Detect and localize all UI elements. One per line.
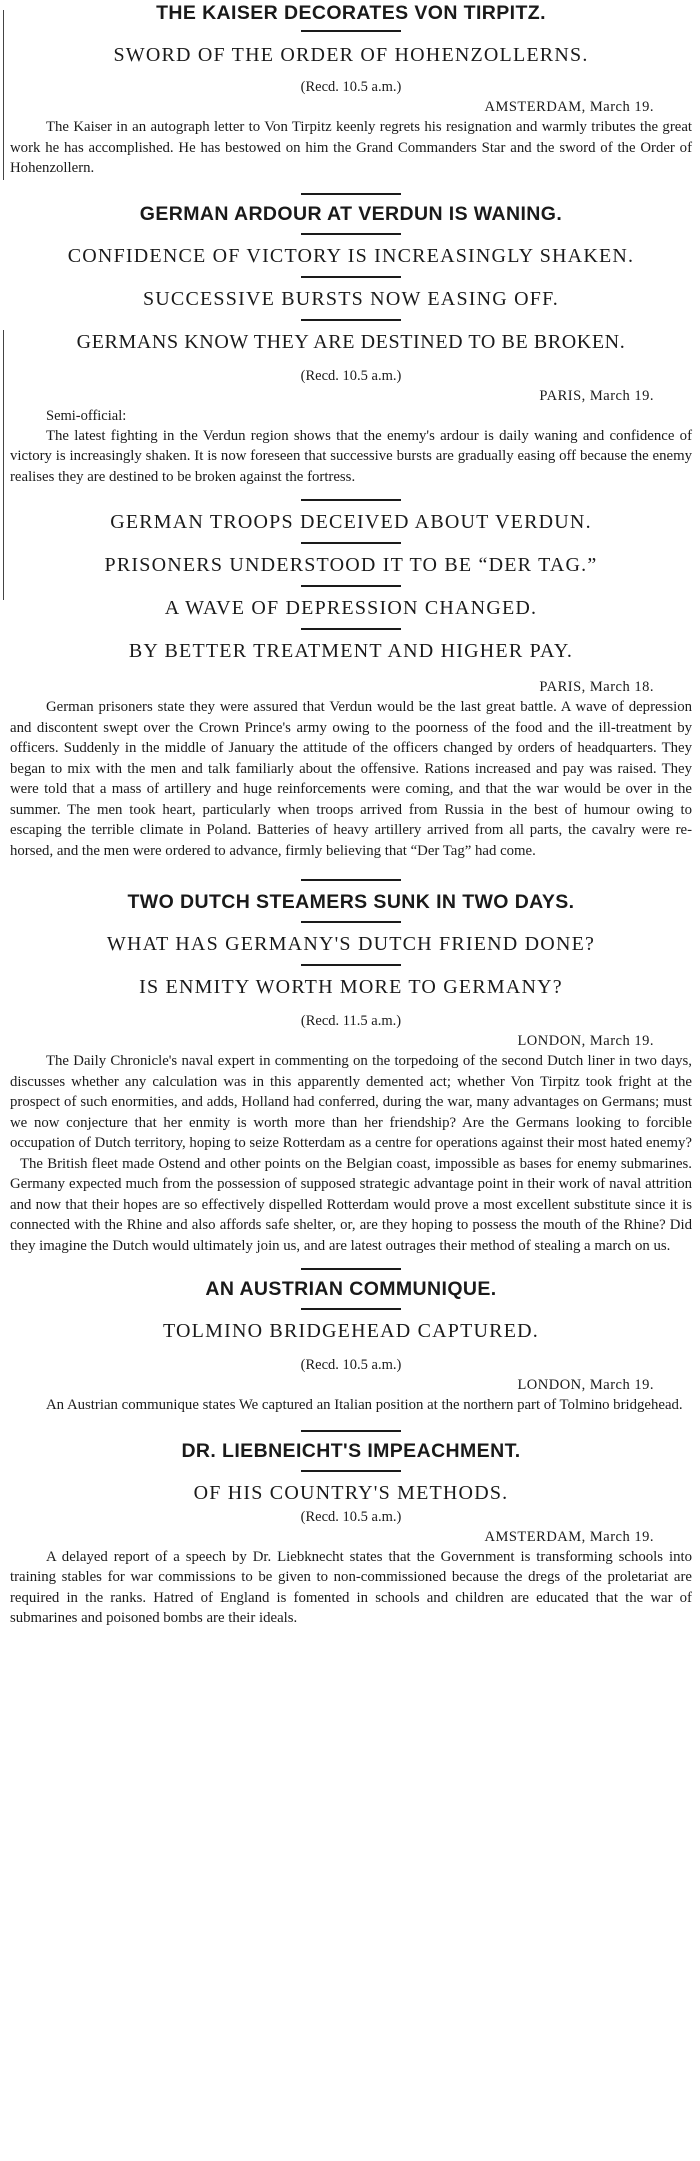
subheadline: IS ENMITY WORTH MORE TO GERMANY?	[139, 976, 563, 998]
received-time: (Recd. 10.5 a.m.)	[300, 1357, 402, 1373]
dateline: AMSTERDAM, March 19.	[484, 99, 654, 115]
subheadline: OF HIS COUNTRY'S METHODS.	[193, 1481, 509, 1504]
divider-rule	[301, 921, 401, 923]
subheadline: SWORD OF THE ORDER OF HOHENZOLLERNS.	[113, 44, 589, 66]
article-kaiser-decorates	[10, 0, 692, 179]
source-label: Semi-official:	[46, 407, 127, 424]
headline: TWO DUTCH STEAMERS SUNK IN TWO DAYS.	[127, 891, 575, 913]
article-paragraph: An Austrian communique states We captured an Italian position at the northern part of Tolmino bridgehead.	[46, 1397, 683, 1413]
left-margin-rule	[3, 10, 4, 180]
headline: AN AUSTRIAN COMMUNIQUE.	[205, 1278, 497, 1300]
received-time: (Recd. 10.5 a.m.)	[300, 79, 402, 95]
subheadline: GERMANS KNOW THEY ARE DESTINED TO BE BROKEN.	[76, 330, 626, 353]
received-time: (Recd. 11.5 a.m.)	[300, 1013, 402, 1029]
headline: DR. LIEBNEICHT'S IMPEACHMENT.	[181, 1439, 521, 1462]
divider-rule	[301, 1268, 401, 1270]
article-paragraph: German prisoners state they were assured that Verdun would be the last great battle. A wave of depression and discontent swept over the Crown Prince's army owing to the poorness of the food and the ill-treatment by officers. Suddenly in the middle of January the attitude of the officers changed by orders of headquarters. They began to mix with the men and talk familiarly about the offensive. Rations increased and pay was raised. They were told that a mass of artillery and huge reinforcements were coming, and that the war would be over in the summer. The men took heart, particularly when troops arrived from Russia in the best of humour owing to escaping the terrible climate in Poland. Batteries of heavy artillery arrived from all parts, the cavalry were re-horsed, and the men were ordered to advance, firmly believing that “Der Tag” had come.	[10, 699, 692, 859]
divider-rule	[301, 276, 401, 278]
divider-rule	[301, 879, 401, 881]
divider-rule	[301, 319, 401, 321]
subheadline: GERMAN TROOPS DECEIVED ABOUT VERDUN.	[110, 511, 592, 533]
divider-rule	[301, 964, 401, 966]
dateline: LONDON, March 19.	[517, 1377, 654, 1393]
divider-rule	[301, 193, 401, 195]
divider-rule	[301, 30, 401, 32]
article-troops-deceived	[10, 509, 692, 861]
divider-rule	[301, 233, 401, 235]
divider-rule	[301, 628, 401, 630]
divider-rule	[301, 499, 401, 501]
article-liebknecht-impeachment	[10, 1438, 692, 1629]
article-austrian-communique	[10, 1276, 692, 1416]
divider-rule	[301, 1308, 401, 1310]
article-paragraph: The latest fighting in the Verdun region shows that the enemy's ardour is daily waning and confidence of victory is increasingly shaken. It is now foreseen that successive bursts are gradually easing off because the enemy realises they are destined to be broken against the fortress.	[10, 427, 692, 485]
article-paragraph: The Kaiser in an autograph letter to Von Tirpitz keenly regrets his resignation and warmly tributes the great work he has accomplished. He has bestowed on him the Grand Commanders Star and the sword of the Order of Hohenzollern.	[10, 119, 692, 176]
subheadline: SUCCESSIVE BURSTS NOW EASING OFF.	[142, 287, 560, 310]
divider-rule	[301, 1470, 401, 1472]
article-dutch-steamers	[10, 889, 692, 1256]
dateline: PARIS, March 19.	[539, 387, 654, 404]
dateline: LONDON, March 19.	[517, 1033, 654, 1049]
left-margin-rule	[3, 330, 4, 600]
divider-rule	[301, 542, 401, 544]
headline: THE KAISER DECORATES VON TIRPITZ.	[156, 2, 546, 24]
dateline: AMSTERDAM, March 19.	[484, 1528, 654, 1545]
subheadline: WHAT HAS GERMANY'S DUTCH FRIEND DONE?	[106, 933, 596, 955]
received-time: (Recd. 10.5 a.m.)	[300, 367, 402, 384]
article-paragraph: A delayed report of a speech by Dr. Liebknecht states that the Government is transforming schools into training stables for war commissions to be given to non-commissioned because the dregs of the proletariat are required in the ranks. Hatred of England is fomented in schools and children are educated that the war of submarines and poisoned bombs are their ideals.	[10, 1548, 692, 1626]
subheadline: BY BETTER TREATMENT AND HIGHER PAY.	[128, 640, 574, 662]
subheadline: A WAVE OF DEPRESSION CHANGED.	[164, 597, 538, 619]
divider-rule	[301, 1430, 401, 1432]
received-time: (Recd. 10.5 a.m.)	[300, 1508, 402, 1525]
subheadline: PRISONERS UNDERSTOOD IT TO BE “DER TAG.”	[104, 554, 598, 576]
dateline: PARIS, March 18.	[539, 679, 654, 695]
subheadline: CONFIDENCE OF VICTORY IS INCREASINGLY SHAKEN.	[67, 244, 635, 267]
article-paragraph: The British fleet made Ostend and other points on the Belgian coast, impossible as bases for enemy submarines. Germany expected much from the possession of supposed strategic advantage point in their work of naval attrition and now that their hopes are so effectively dispelled Rotterdam would prove a most excellent substitute since it is connected with the Rhine and also affords safe shelter, or, are they hoping to possess the mouth of the Rhine? Did they imagine the Dutch would ultimately join us, and are latest outrages their method of stealing a march on us.	[10, 1155, 692, 1254]
article-paragraph: The Daily Chronicle's naval expert in commenting on the torpedoing of the second Dutch liner in two days, discusses whether any calculation was in this apparently demented act; whether Von Tirpitz took fright at the prospect of such enormities, and adds, Holland had conferred, during the war, many advantages on Germans; must we now conjecture that her enmity is worth more than her friendship? Are the Germans looking to forcible occupation of Dutch territory, hoping to seize Rotterdam as a centre for operations against their most hated enemy?	[10, 1053, 692, 1151]
subheadline: TOLMINO BRIDGEHEAD CAPTURED.	[162, 1320, 539, 1342]
headline: GERMAN ARDOUR AT VERDUN IS WANING.	[139, 202, 563, 225]
article-verdun-waning	[10, 201, 692, 488]
divider-rule	[301, 585, 401, 587]
